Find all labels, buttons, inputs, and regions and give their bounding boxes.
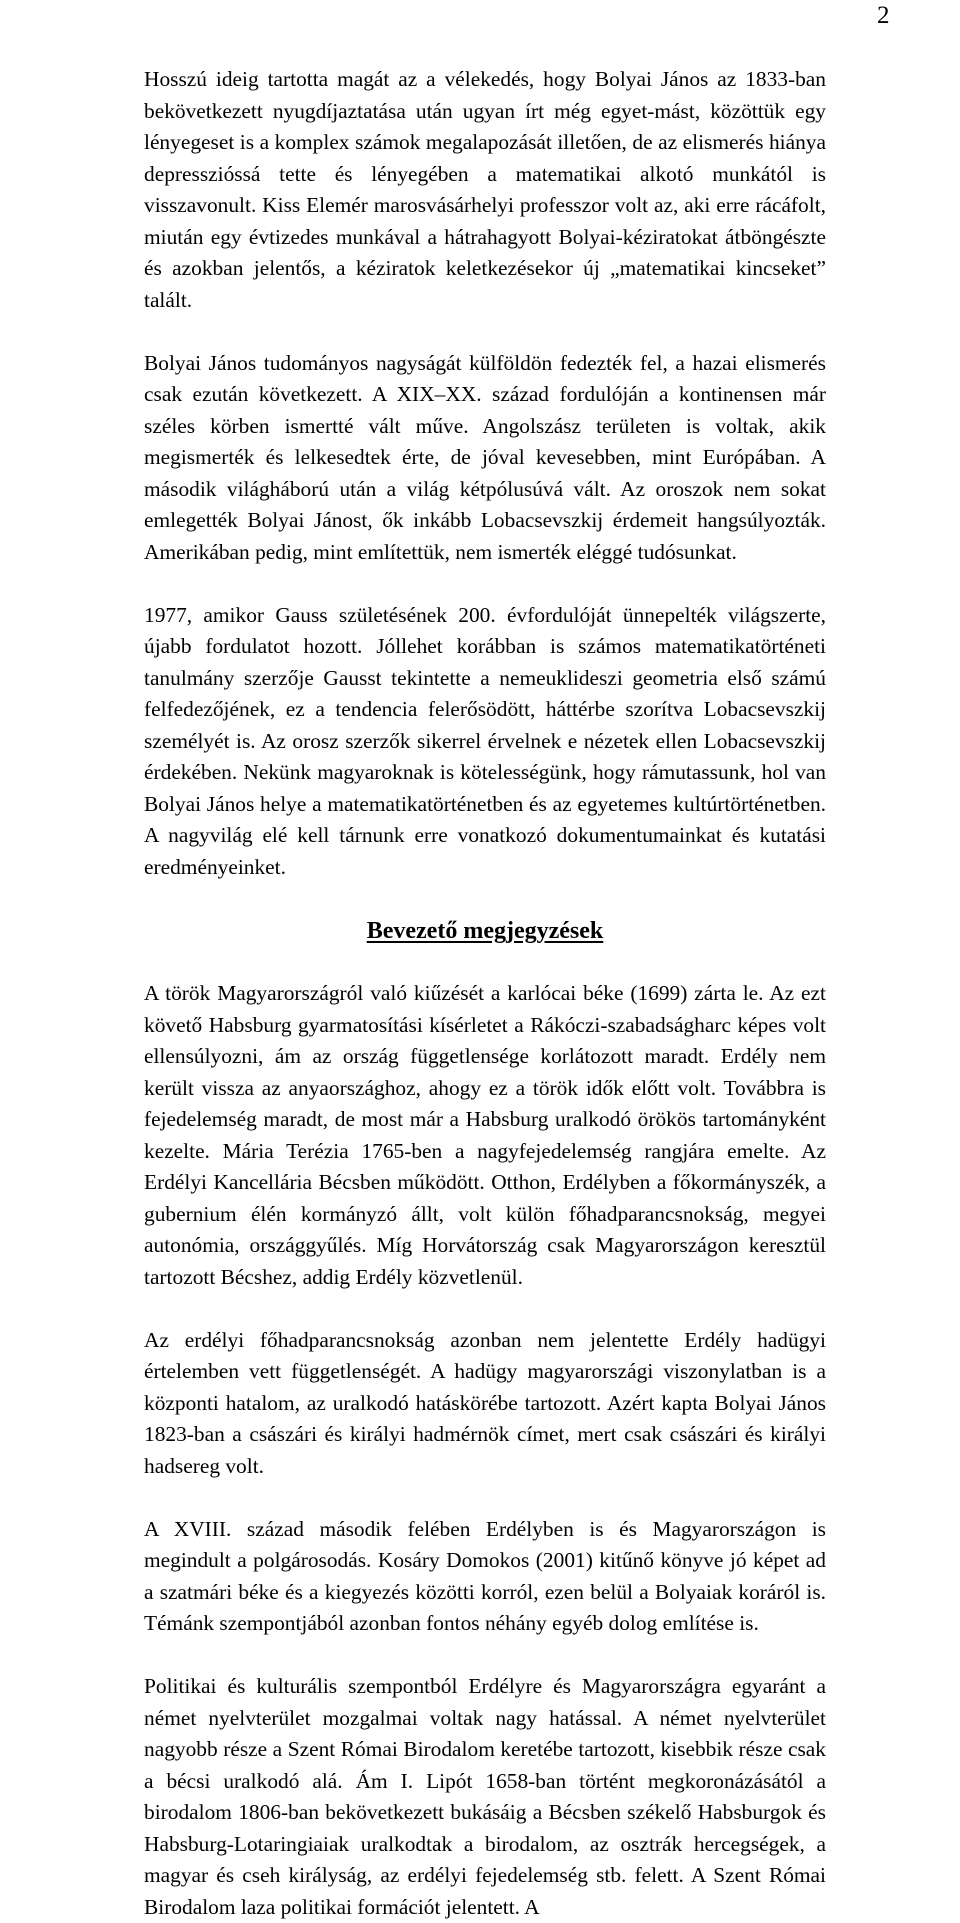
paragraph-gauss-anniversary: 1977, amikor Gauss születésének 200. évfordulóját ünnepelték világszerte, újabb fordulatot hozott. Jóllehet korábban is számos matematikatörténeti tanulmány szerzője Gausst tekintette a nemeuklideszi geometria első számú felfedezőjének, ez a tendencia felerősödött, háttérbe szorítva Lobacsevszkij személyét is. Az orosz szerzők sikerrel érvelnek e nézetek ellen Lobacsevszkij érdekében. Nekünk magyaroknak is kötelességünk, hogy rámutassunk, hol van Bolyai János helye a matematikatörténetben és az egyetemes kultúrtörténetben. A nagyvilág elé kell tárnunk erre vonatkozó dokumentumainkat és kutatási eredményeinket. — [144, 602, 826, 879]
paragraph-historical-background: A török Magyarországról való kiűzését a karlócai béke (1699) zárta le. Az ezt követő Habsburg gyarmatosítási kísérletet a Rákóczi-szabadságharc képes volt ellensúlyozni, ám az ország függetlensége korlátozott maradt. Erdély nem került vissza az anyaországhoz, ahogy ez a török idők előtt volt. Továbbra is fejedelemség maradt, de most már a Habsburg uralkodó örökös tartományként kezelte. Mária Terézia 1765-ben a nagyfejedelemség rangjára emelte. Az Erdélyi Kancellária Bécsben működött. Otthon, Erdélyben a főkormányszék, a gubernium élén kormányzó állt, volt külön főhadparancsnokság, megyei autonómia, országgyűlés. Míg Horvátország csak Magyarországon keresztül tartozott Bécshez, addig Erdély közvetlenül. — [144, 981, 826, 1289]
paragraph-international-recognition: Bolyai János tudományos nagyságát külföldön fedezték fel, a hazai elismerés csak ezután következett. A XIX–XX. század fordulóján a kontinensen már széles körben ismertté vált műve. Angolszász területen is voltak, akik megismerték és lelkesedtek érte, de jóval kevesebben, mint Európában. A második világháború után a világ kétpólusúvá vált. Az oroszok nem sokat emlegették Bolyai Jánost, ők inkább Lobacsevszkij érdemeit hangsúlyozták. Amerikában pedig, mint említettük, nem ismerték eléggé tudósunkat. — [144, 350, 826, 564]
document-body — [144, 64, 826, 1923]
paragraph-military-command: Az erdélyi főhadparancsnokság azonban nem jelentette Erdély hadügyi értelemben vett függetlenségét. A hadügy magyarországi viszonylatban is a központi hatalom, az uralkodó hatáskörébe tartozott. Azért kapta Bolyai János 1823-ban a császári és királyi hadmérnök címet, mert csak császári és királyi hadsereg volt. — [144, 1327, 826, 1478]
paragraph-bolyai-later-work: Hosszú ideig tartotta magát az a vélekedés, hogy Bolyai János az 1833-ban bekövetkezett nyugdíjaztatása után ugyan írt még egyet-mást, közöttük egy lényegeset is a komplex számok megalapozását illetően, de az elismerés hiánya depresszióssá tette és lényegében a matematikai alkotó munkától is visszavonult. Kiss Elemér marosvásárhelyi professzor volt az, aki erre rácáfolt, miután egy évtizedes munkával a hátrahagyott Bolyai-kéziratokat átböngészte és azokban jelentős, a kéziratok keletkezésekor új „matematikai kincseket” talált. — [144, 67, 826, 312]
paragraph-german-influence: Politikai és kulturális szempontból Erdélyre és Magyarországra egyaránt a német nyelvterület mozgalmai voltak nagy hatással. A német nyelvterület nagyobb része a Szent Római Birodalom keretébe tartozott, kisebbik része csak a bécsi uralkodó alá. Ám I. Lipót 1658-ban történt megkoronázásától a birodalom 1806-ban bekövetkezett bukásáig a Bécsben székelő Habsburgok és Habsburg-Lotaringiaiak uralkodtak a birodalom, az osztrák hercegségek, a magyar és cseh királyság, az erdélyi fejedelemség stb. felett. A Szent Római Birodalom laza politikai formációt jelentett. A — [144, 1674, 826, 1919]
section-heading: Bevezető megjegyzések — [366, 917, 604, 944]
paragraph-bourgeois-development: A XVIII. század második felében Erdélyben is és Magyarországon is megindult a polgárosodás. Kosáry Domokos (2001) kitűnő könyve jó képet ad a szatmári béke és a kiegyezés közötti korról, ezen belül a Bolyaiak koráról is. Témánk szempontjából azonban fontos néhány egyéb dolog említése is. — [144, 1516, 826, 1635]
page-number: 2 — [877, 2, 890, 29]
